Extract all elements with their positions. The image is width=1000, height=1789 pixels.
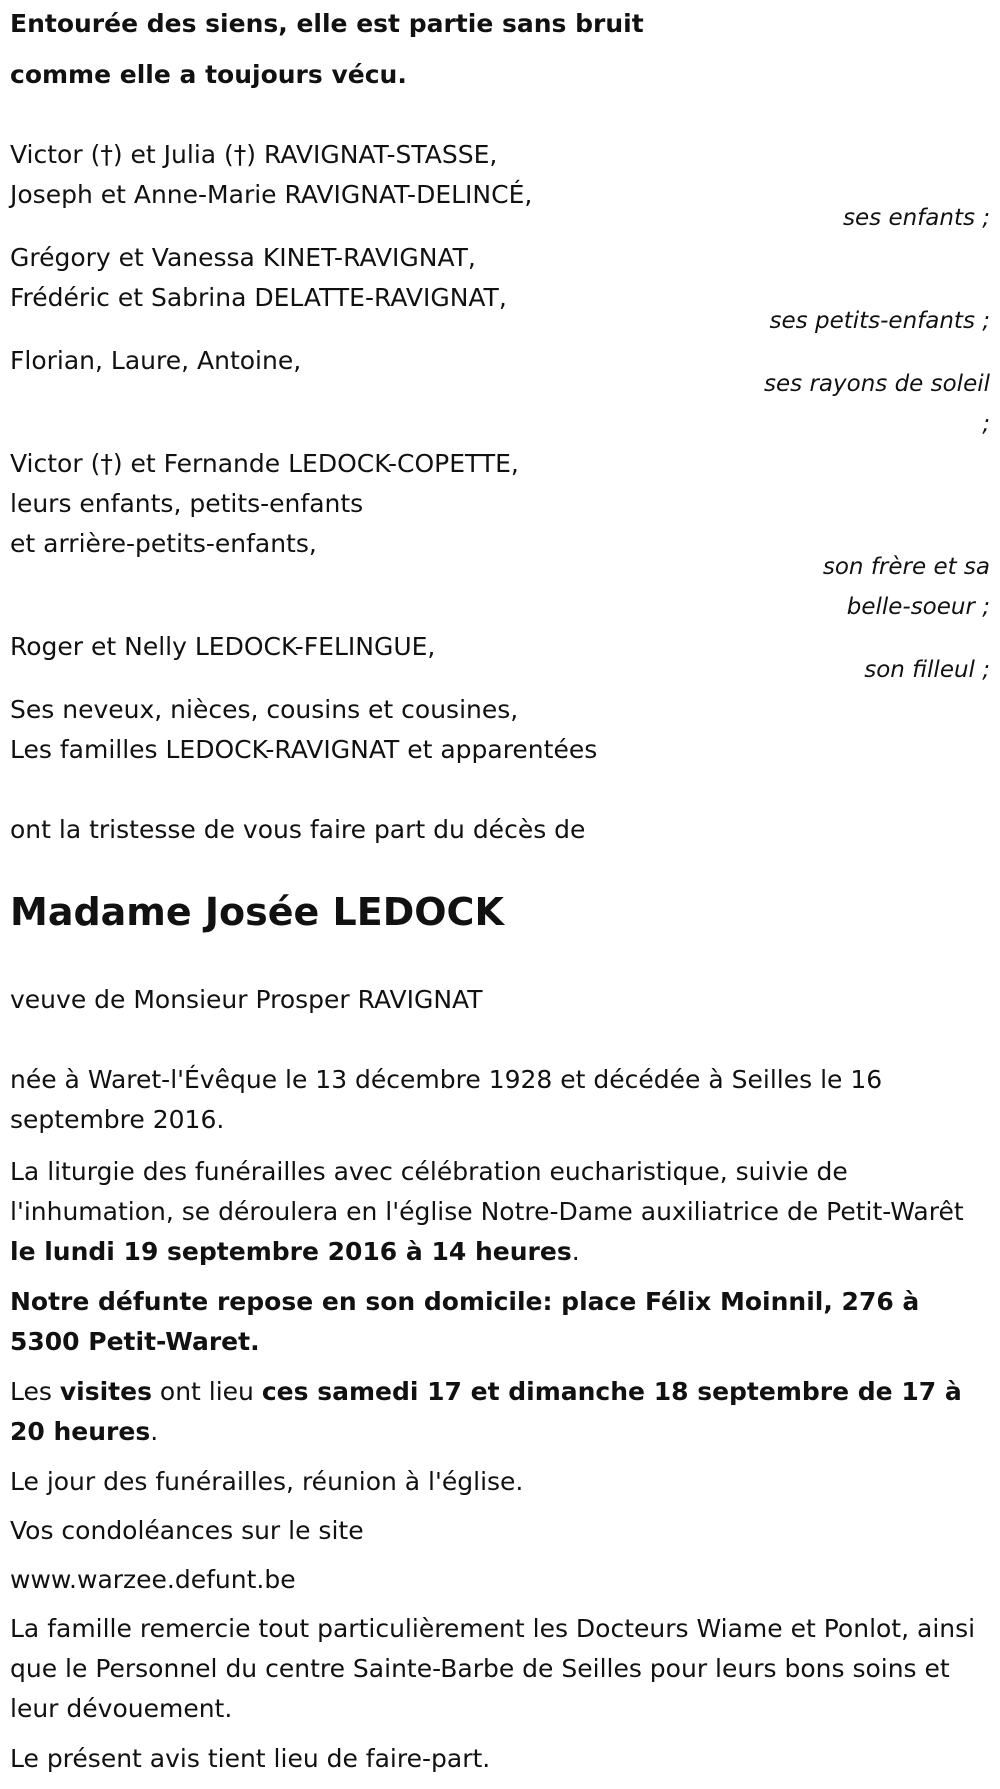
family-brother-line-2: leurs enfants, petits-enfants	[10, 489, 364, 518]
liturgy-date: le lundi 19 septembre 2016 à 14 heures	[10, 1237, 572, 1266]
family-grandchildren-line-2: Frédéric et Sabrina DELATTE-RAVIGNAT,	[10, 283, 507, 312]
thanks-paragraph: La famille remercie tout particulièrement les Docteurs Wiame et Ponlot, ainsi que le Personnel du centre Sainte-Barbe de Seilles pour leurs bons soins et leur dévouement.	[10, 1614, 976, 1723]
liturgy-end: .	[571, 1237, 580, 1266]
website-link[interactable]: www.warzee.defunt.be	[10, 1565, 296, 1594]
intro-line-1: Entourée des siens, elle est partie sans bruit	[10, 9, 644, 38]
announcement-text: ont la tristesse de vous faire part du décès de	[10, 815, 586, 844]
role-brother-2: belle-soeur ;	[846, 594, 990, 620]
notice-text: Le présent avis tient lieu de faire-part.	[10, 1744, 491, 1773]
family-children-line-2: Joseph et Anne-Marie RAVIGNAT-DELINCÉ,	[10, 180, 533, 209]
family-brother-line-3: et arrière-petits-enfants,	[10, 529, 317, 558]
family-greatgrandchildren-line-1: Florian, Laure, Antoine,	[10, 346, 302, 375]
role-sunshine-1: ses rayons de soleil	[764, 371, 990, 397]
family-children-line-1: Victor (†) et Julia (†) RAVIGNAT-STASSE,	[10, 140, 498, 169]
visits-text-1: Les	[10, 1377, 60, 1406]
meeting-text: Le jour des funérailles, réunion à l'église.	[10, 1467, 524, 1496]
liturgy-paragraph	[10, 1152, 985, 1272]
condolences-text: Vos condoléances sur le site	[10, 1516, 364, 1545]
family-grandchildren-line-1: Grégory et Vanessa KINET-RAVIGNAT,	[10, 243, 476, 272]
liturgy-text: La liturgie des funérailles avec célébration eucharistique, suivie de l'inhumation, se déroulera en l'église Notre-Dame auxiliatrice de Petit-Warêt	[10, 1157, 964, 1226]
role-brother-1: son frère et sa	[822, 554, 990, 580]
visits-paragraph	[10, 1372, 985, 1452]
rest-location-text: Notre défunte repose en son domicile: place Félix Moinnil, 276 à 5300 Petit-Waret.	[10, 1287, 920, 1356]
intro-line-2: comme elle a toujours vécu.	[10, 60, 407, 89]
family-relatives-line-1: Ses neveux, nièces, cousins et cousines,	[10, 695, 519, 724]
role-grandchildren: ses petits-enfants ;	[769, 308, 990, 334]
visits-end: .	[150, 1417, 159, 1446]
birth-death-text: née à Waret-l'Évêque le 13 décembre 1928 et décédée à Seilles le 16 septembre 2016.	[10, 1065, 883, 1134]
role-children: ses enfants ;	[843, 205, 990, 231]
family-brother-line-1: Victor (†) et Fernande LEDOCK-COPETTE,	[10, 449, 519, 478]
visits-text-2: ont lieu	[151, 1377, 262, 1406]
visits-word: visites	[59, 1377, 152, 1406]
role-sunshine-2: ;	[982, 411, 990, 437]
family-godson-line-1: Roger et Nelly LEDOCK-FELINGUE,	[10, 632, 436, 661]
family-relatives-line-2: Les familles LEDOCK-RAVIGNAT et apparentées	[10, 735, 598, 764]
role-godson: son filleul ;	[864, 657, 990, 683]
visits-dates: ces samedi 17 et dimanche 18 septembre de 17 à 20 heures	[10, 1377, 962, 1446]
deceased-name: Madame Josée LEDOCK	[10, 890, 504, 934]
widow-of-text: veuve de Monsieur Prosper RAVIGNAT	[10, 985, 483, 1014]
